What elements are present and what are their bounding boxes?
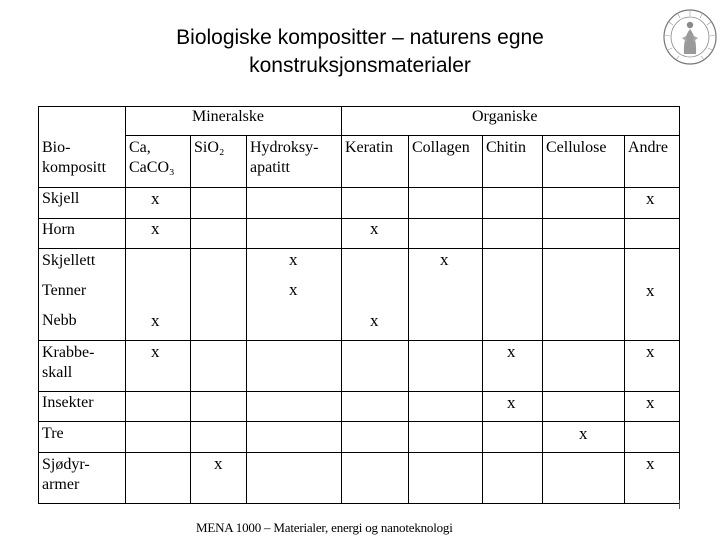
- mark-sjodyrarmer-andre: x: [646, 454, 655, 473]
- row-label-horn: Horn: [42, 221, 75, 238]
- column-header-sio2: SiO₂: [194, 139, 225, 156]
- row-label-nebb: Nebb: [42, 312, 77, 329]
- row-label-sjodyrarmer-line2: armer: [42, 476, 80, 493]
- mark-skjellett-collagen: x: [440, 250, 449, 269]
- mark-tenner-andre: x: [646, 281, 655, 300]
- mark-sjodyrarmer-sio2: x: [214, 454, 223, 473]
- mark-krabbeskall-ca: x: [151, 342, 160, 361]
- row-header-label-line2: kompositt: [42, 159, 107, 176]
- slide-footer: MENA 1000 – Materialer, energi og nanoteknologi: [196, 520, 453, 535]
- mark-horn-keratin: x: [370, 219, 379, 238]
- row-label-skjell: Skjell: [42, 190, 80, 207]
- column-header-chitin: Chitin: [486, 139, 527, 156]
- mark-krabbeskall-andre: x: [646, 342, 655, 361]
- mark-insekter-andre: x: [646, 393, 655, 412]
- mark-nebb-ca: x: [151, 311, 160, 330]
- column-header-ca-line2: CaCO₃: [129, 159, 175, 176]
- mark-nebb-keratin: x: [370, 311, 379, 330]
- column-header-cellulose: Cellulose: [546, 139, 607, 156]
- row-header-label-line1: Bio-: [42, 139, 71, 156]
- column-header-andre: Andre: [628, 139, 668, 156]
- mark-krabbeskall-chitin: x: [507, 342, 516, 361]
- row-label-sjodyrarmer-line1: Sjødyr-: [42, 456, 90, 473]
- mark-tenner-hydroksyapatitt: x: [289, 280, 298, 299]
- row-label-krabbeskall-line1: Krabbe-: [42, 344, 95, 361]
- row-label-tre: Tre: [42, 425, 64, 442]
- group-header-mineralske: Mineralske: [192, 108, 264, 125]
- column-header-hydroksyapatitt-line2: apatitt: [250, 159, 290, 176]
- row-label-krabbeskall-line2: skall: [42, 364, 73, 381]
- column-header-ca-line1: Ca,: [129, 139, 151, 156]
- mark-horn-ca: x: [151, 219, 160, 238]
- column-header-hydroksyapatitt-line1: Hydroksy-: [250, 139, 319, 156]
- row-label-tenner: Tenner: [42, 282, 87, 299]
- slide-title-line1: Biologiske kompositter – naturens egne: [176, 26, 544, 49]
- column-header-collagen: Collagen: [412, 139, 470, 156]
- row-label-skjellett: Skjellett: [42, 252, 96, 269]
- mark-skjellett-hydroksyapatitt: x: [289, 250, 298, 269]
- mark-skjell-ca: x: [151, 189, 160, 208]
- mark-skjell-andre: x: [646, 189, 655, 208]
- slide-title-line2: konstruksjonsmaterialer: [249, 54, 471, 77]
- group-header-organiske: Organiske: [472, 108, 538, 125]
- row-label-insekter: Insekter: [42, 394, 94, 411]
- slide-corner-mark: [679, 500, 680, 509]
- mark-tre-cellulose: x: [579, 424, 588, 443]
- column-header-keratin: Keratin: [345, 139, 393, 156]
- mark-insekter-chitin: x: [507, 393, 516, 412]
